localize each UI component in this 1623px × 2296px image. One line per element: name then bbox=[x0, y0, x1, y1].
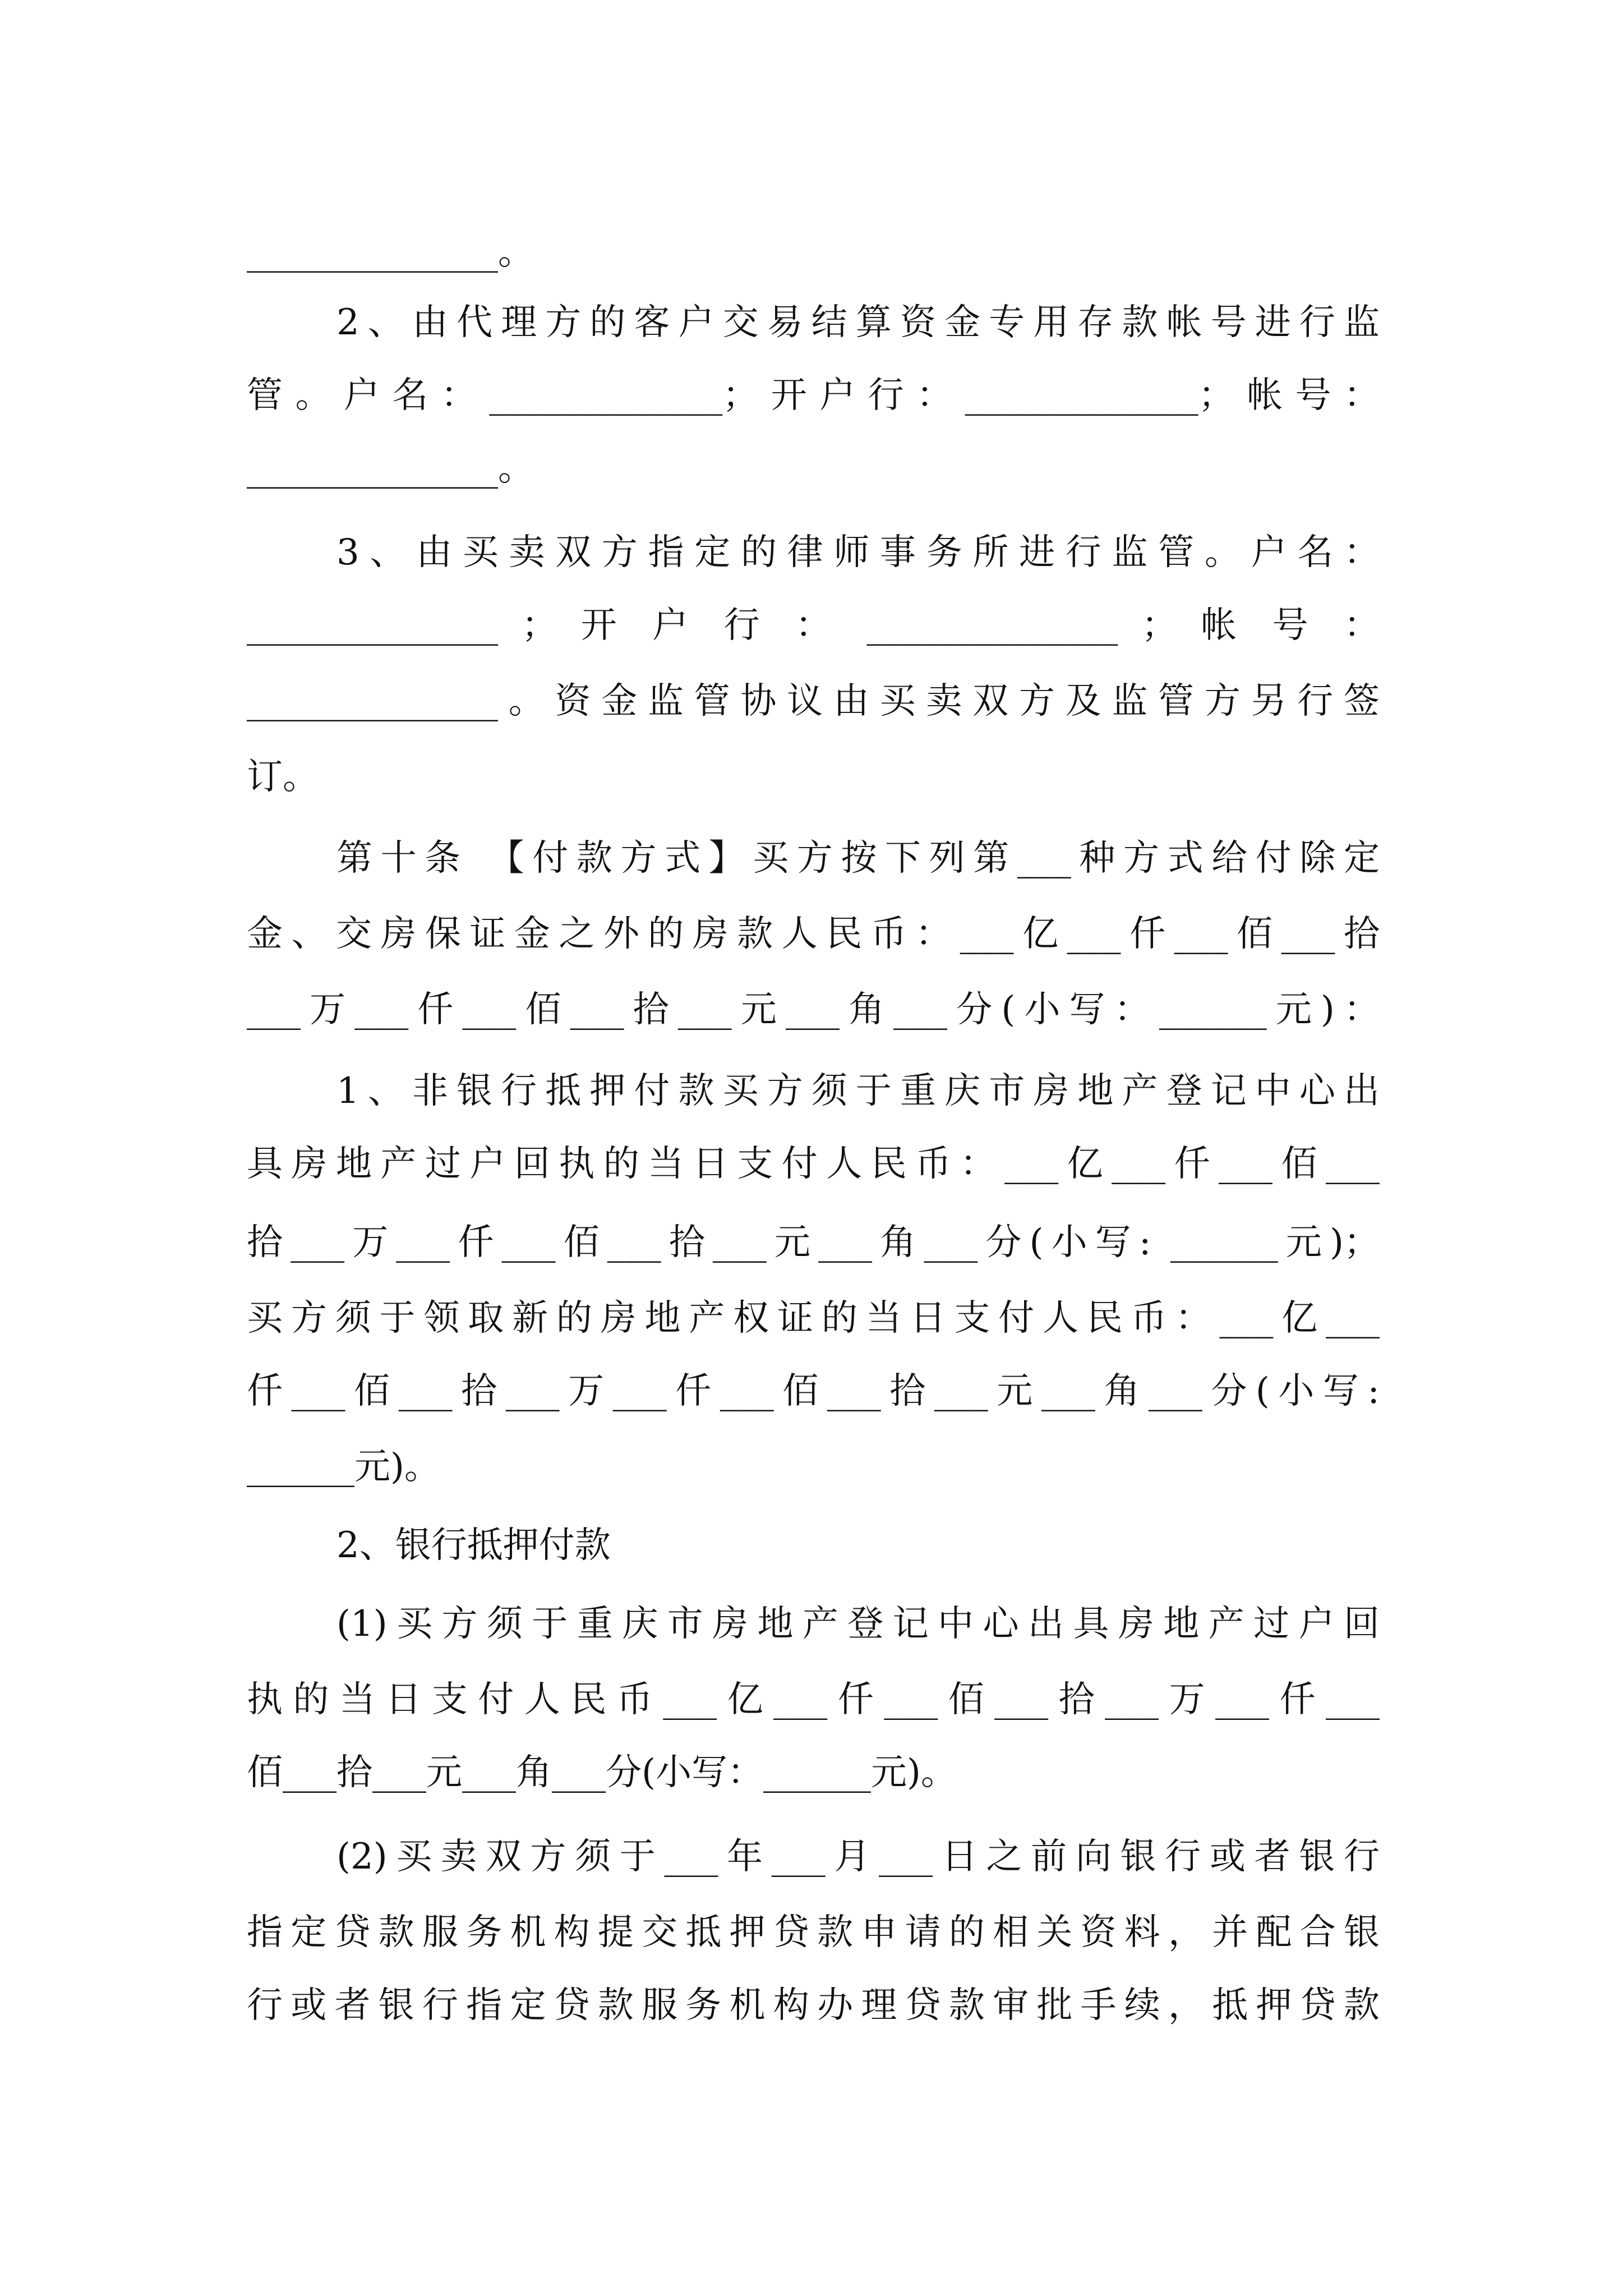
text-line: 第十条 【付款方式】买方按下列第___种方式给付除定 bbox=[336, 838, 1380, 879]
text-line: 执的当日支付人民币___亿___仟___佰___拾___万___仟___ bbox=[247, 1679, 1380, 1720]
text-line: ______________ ； 开 户 行 ： ______________ ； 帐 号 ： bbox=[247, 605, 1380, 646]
text-line: (1)买方须于重庆市房地产登记中心出具房地产过户回 bbox=[336, 1603, 1380, 1645]
text-line: 买方须于领取新的房地产权证的当日支付人民币：___亿___ bbox=[247, 1297, 1380, 1339]
text-line: 具房地产过户回执的当日支付人民币：___亿___仟___佰___ bbox=[247, 1143, 1380, 1185]
text-line: ______________。资金监管协议由买卖双方及监管方另行签 bbox=[247, 680, 1380, 722]
text-line: 2、由代理方的客户交易结算资金专用存款帐号进行监 bbox=[336, 302, 1380, 343]
text-line: 拾___万___仟___佰___拾___元___角___分(小写: ______元)； bbox=[247, 1222, 1380, 1263]
text-line: ______________。 bbox=[247, 232, 534, 273]
text-line: 指定贷款服务机构提交抵押贷款申请的相关资料，并配合银 bbox=[247, 1912, 1380, 1953]
text-line: ___万___仟___佰___拾___元___角___分(小写：______元)： bbox=[247, 989, 1380, 1030]
text-line: 2、银行抵押付款 bbox=[336, 1525, 611, 1566]
text-line: ______________。 bbox=[247, 448, 534, 489]
text-line: 佰___拾___元___角___分(小写：______元)。 bbox=[247, 1752, 957, 1793]
text-line: 3、由买卖双方指定的律师事务所进行监管。户名： bbox=[336, 532, 1380, 573]
text-line: (2)买卖双方须于___年___月___日之前向银行或者银行 bbox=[336, 1836, 1380, 1878]
text-line: ______元)。 bbox=[247, 1446, 440, 1488]
text-line: 管。户名：_____________；开户行：_____________；帐号： bbox=[247, 375, 1380, 416]
text-line: 金、交房保证金之外的房款人民币：___亿___仟___佰___拾 bbox=[247, 913, 1380, 955]
text-line: 仟___佰___拾___万___仟___佰___拾___元___角___分(小写: bbox=[247, 1370, 1380, 1412]
text-line: 行或者银行指定贷款服务机构办理贷款审批手续，抵押贷款 bbox=[247, 1985, 1380, 2026]
text-line: 1、非银行抵押付款买方须于重庆市房地产登记中心出 bbox=[336, 1070, 1380, 1112]
text-line: 订。 bbox=[247, 756, 319, 798]
